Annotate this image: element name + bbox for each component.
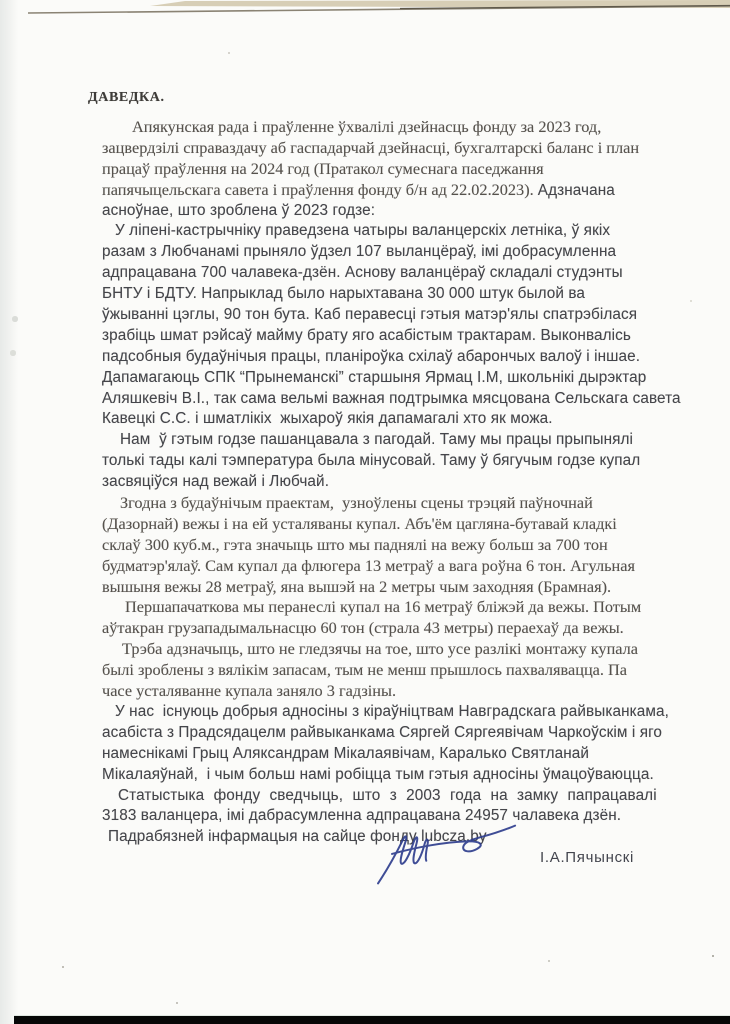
text-line	[102, 326, 694, 347]
text-segment: Трэба адзначыць, што не гледзячы на тое, што усе разлікі монтажу купала	[122, 639, 639, 659]
text-line	[102, 409, 694, 430]
text-segment: працаў праўлення на 2024 год (Пратакол сумеснага паседжання	[102, 158, 544, 178]
text-segment: (Дазорнай) вежы і на ей усталяваны купал. Абъ'ём цагляна-бутавай кладкі	[102, 513, 617, 533]
text-segment: У ліпені-кастрычніку праведзена чатыры валанцерскіх летніка, ў якіх	[115, 222, 611, 240]
text-line	[102, 660, 694, 681]
text-line	[102, 138, 694, 159]
text-line	[102, 305, 694, 326]
text-segment: зацвердзілі справаздачу аб гаспадарчай дзейнасці, бухгалтарскі баланс і план	[102, 137, 640, 157]
text-segment: часе усталяванне купала заняло 3 гадзіны.	[102, 681, 397, 701]
text-line	[102, 556, 694, 577]
text-line	[102, 242, 694, 263]
text-line	[102, 577, 694, 598]
text-segment: 3183 валанцера, імі дабрасумленна адпрацавана 24957 чалавека дзён.	[102, 807, 622, 825]
text-segment: Адзначана	[537, 181, 615, 199]
text-segment: Мікалаяўнай, і чым больш намі робіцца тым гэтыя адносіны ўмацоўваюцца.	[102, 765, 654, 783]
text-line	[102, 597, 694, 618]
text-line	[102, 744, 694, 765]
text-line	[102, 263, 694, 284]
text-line	[102, 472, 694, 493]
text-segment: зрабіць шмат рэйсаў майму брату яго асабістым трактарам. Выконвалісь	[102, 326, 631, 344]
scan-speckles	[0, 0, 2, 2]
text-line	[102, 639, 694, 660]
text-segment: Згодна з будаўнічым праектам, узноўлены сцены трэцяй паўночнай	[120, 493, 593, 513]
text-line	[102, 514, 694, 535]
text-line	[102, 493, 694, 514]
text-line	[102, 180, 694, 201]
signatory-name: І.А.Пячынскі	[540, 849, 635, 866]
document-heading: ДАВЕДКА.	[88, 90, 165, 105]
text-line	[102, 284, 694, 305]
text-line	[102, 221, 694, 242]
text-segment: папячыцельскага савета і праўлення фонду б/н ад 22.02.2023).	[102, 179, 538, 199]
text-segment: БНТУ і БДТУ. Напрыклад было нарыхтавана 30 000 штук былой ва	[102, 285, 586, 303]
text-line	[102, 723, 694, 744]
text-segment: падсобныя будаўнічыя працы, планіроўка схілаў абарончых валоў і іншае.	[102, 347, 641, 365]
text-segment: Аляшкевіч В.І., так сама вельмі важная подтрымка мясцована Сельскага савета	[102, 389, 681, 407]
text-segment: аўтакран грузападымальнасцю 60 тон (страла 43 метры) пераехаў да вежы.	[102, 618, 624, 638]
text-line	[102, 117, 694, 138]
text-line	[102, 765, 694, 786]
text-segment: толькі тады калі тэмпература была мінусовай. Таму ў бягучым годзе купал	[102, 452, 641, 470]
text-block	[102, 117, 694, 848]
text-segment: адпрацавана 700 чалавека-дзён. Аснову валанцёраў складалі студэнты	[102, 264, 623, 282]
text-segment: асноўнае, што зроблена ў 2023 годзе:	[102, 201, 376, 219]
text-line	[102, 201, 694, 222]
text-segment: засвяціўся над вежай і Любчай.	[102, 473, 330, 491]
text-line	[102, 702, 694, 723]
text-line	[102, 389, 694, 410]
text-line	[102, 159, 694, 180]
handwritten-signature	[371, 819, 523, 886]
text-line	[102, 535, 694, 556]
text-segment: Дапамагаюць СПК “Прынеманскі” старшыня Ярмац І.М, школьнікі дырэктар	[102, 368, 647, 386]
text-segment: Падрабязней інфармацыя на сайце фонду lubcza.by	[108, 828, 487, 846]
text-segment: будматэр'ялаў. Сам купал да флюгера 13 метраў а вага роўна 6 тон. Агульная	[102, 555, 635, 575]
text-line	[102, 681, 694, 702]
text-segment: Апякунская рада і праўленне ўхвалілі дзейнасць фонду за 2023 год,	[132, 117, 602, 136]
text-segment: Першапачаткова мы перанеслі купал на 16 метраў бліжэй да вежы. Потым	[125, 597, 642, 617]
text-segment: У нас існуюць добрыя адносіны з кіраўніцтвам Навградскага райвыканкама,	[115, 702, 669, 720]
text-line	[102, 451, 694, 472]
text-line	[102, 368, 694, 389]
text-segment: вышыня вежы 28 метраў, яна вышэй на 2 метры чым заходняя (Брамная).	[102, 576, 612, 596]
text-line	[102, 347, 694, 368]
text-line	[102, 786, 694, 807]
text-segment: Статыстыка фонду сведчыць, што з 2003 года на замку папрацавалі	[118, 786, 657, 804]
text-segment: Нам ў гэтым годзе пашанцавала з пагодай. Таму мы працы прыпынялі	[120, 431, 634, 449]
text-segment: Кавецкі С.С. і шматлікіх жыхароў якія дапамагалі хто як можа.	[102, 410, 553, 428]
text-segment: асабіста з Прадсядацелм райвыканкама Сяргей Сяргеявічам Чаркоўскім і яго	[102, 723, 663, 741]
scan-bottom-edge-bar	[14, 1016, 730, 1024]
text-segment: склаў 300 куб.м., гэта значыць што мы паднялі на вежу больш за 700 тон	[102, 534, 608, 554]
text-segment: намеснікамі Грыц Аляксандрам Мікалаявічам, Каралько Святланай	[102, 744, 590, 762]
scan-left-edge-strip	[0, 0, 18, 1024]
text-segment: ўжыванні цэглы, 90 тон бута. Каб перавесці гэтыя матэр'ялы спатрэбілася	[102, 306, 638, 324]
text-line	[102, 618, 694, 639]
text-segment: былі зроблены з вялікім запасам, тым не менш прышлось пахвалявацца. Па	[102, 660, 628, 680]
scan-top-edge-artifact	[0, 0, 730, 18]
text-segment: разам з Любчанамі прыняло ўдзел 107 выланцёраў, імі добрасумленна	[102, 243, 617, 261]
text-line	[102, 430, 694, 451]
